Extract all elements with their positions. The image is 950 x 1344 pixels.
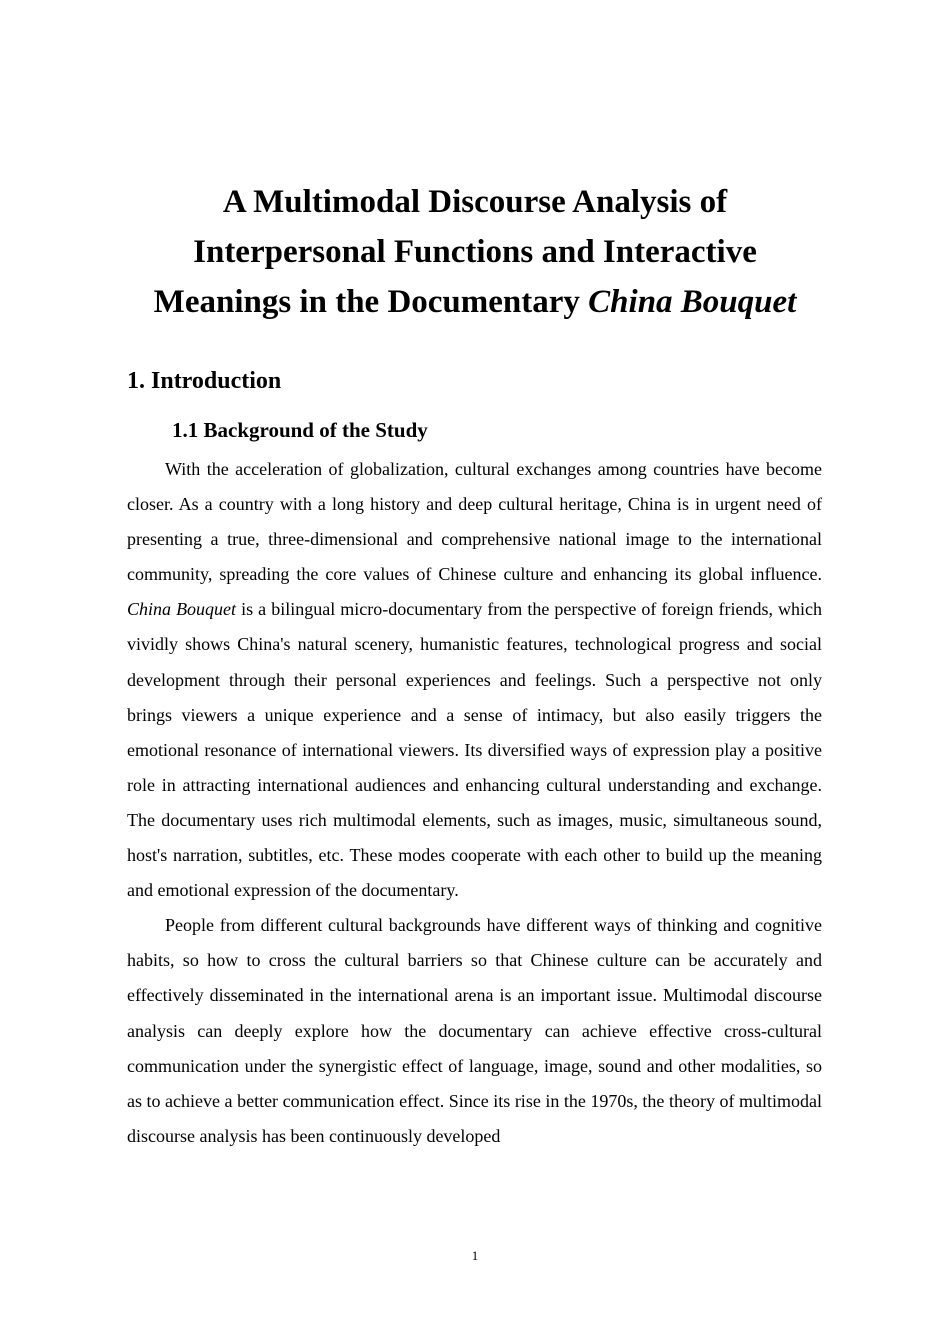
page-number: 1 xyxy=(471,1248,479,1263)
paragraph-text: is a bilingual micro-documentary from the perspective of foreign friends, which vividly shows China's natural scenery, humanistic features, technological progress and social development through their personal experiences and feelings. Such a perspective not only brings viewers a unique experience and a sense of intimacy, but also easily triggers the emotional resonance of international viewers. Its diversified ways of expression play a positive role in attracting international audiences and enhancing cultural understanding and exchange. The documentary uses rich multimodal elements, such as images, music, simultaneous sound, host's narration, subtitles, etc. These modes cooperate with each other to build up the meaning and emotional expression of the documentary. xyxy=(127,599,822,901)
title-italic-name: China Bouquet xyxy=(588,284,797,320)
paragraph-italic-name: China Bouquet xyxy=(127,599,237,620)
body-text xyxy=(127,452,822,1154)
section-heading: 1. Introduction xyxy=(127,368,282,394)
title-line-3 xyxy=(110,277,840,327)
paragraph-text: With the acceleration of globalization, cultural exchanges among countries have become closer. As a country with a long history and deep cultural heritage, China is in urgent need of presenting a true, three-dimensional and comprehensive national image to the international community, spreading the core values of Chinese culture and enhancing its global influence. xyxy=(127,459,822,585)
title-line-1: A Multimodal Discourse Analysis of xyxy=(222,184,728,220)
paper-title xyxy=(110,177,840,327)
title-line-3-text: Meanings in the Documentary xyxy=(153,284,589,320)
paragraph xyxy=(127,452,822,908)
paragraph: People from different cultural backgrounds have different ways of thinking and cognitive habits, so how to cross the cultural barriers so that Chinese culture can be accurately and effectively disseminated in the international arena is an important issue. Multimodal discourse analysis can deeply explore how the documentary can achieve effective cross-cultural communication under the synergistic effect of language, image, sound and other modalities, so as to achieve a better communication effect. Since its rise in the 1970s, the theory of multimodal discourse analysis has been continuously developed xyxy=(127,915,822,1146)
title-line-2: Interpersonal Functions and Interactive xyxy=(193,234,757,270)
subsection-heading: 1.1 Background of the Study xyxy=(172,418,428,442)
